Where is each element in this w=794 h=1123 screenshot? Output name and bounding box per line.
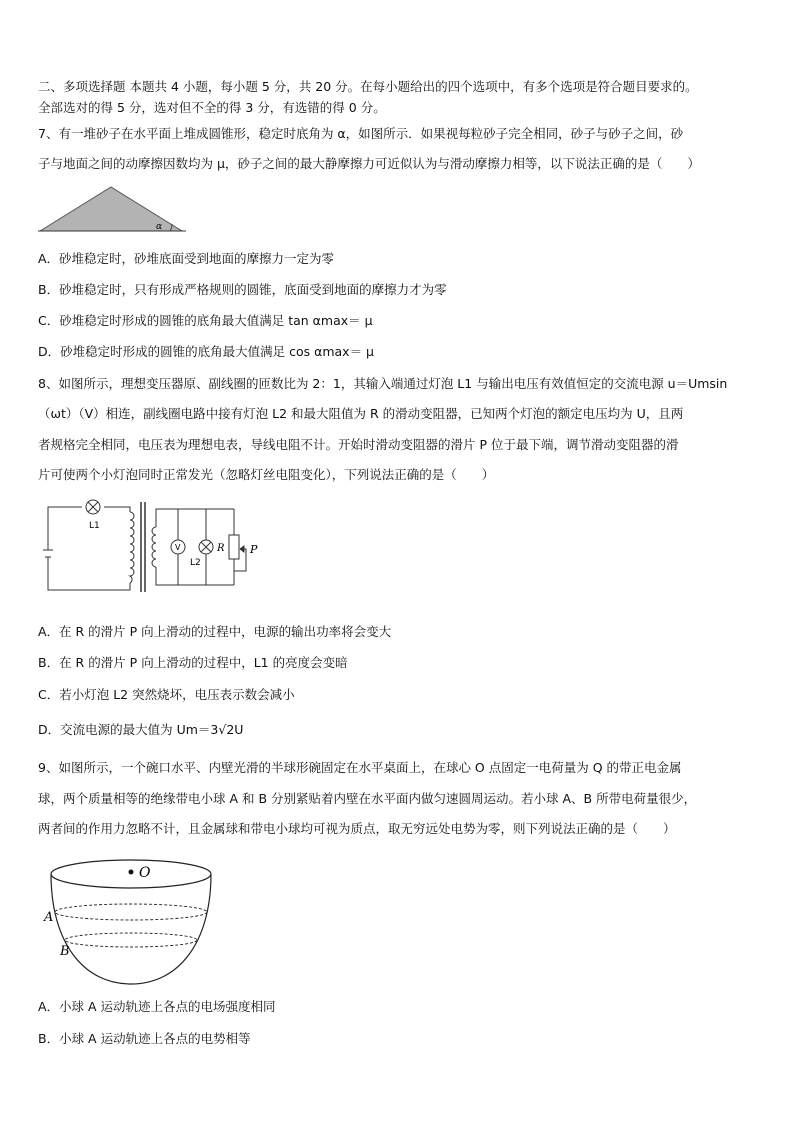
transformer-circuit-figure [38, 497, 278, 601]
q9-stem-line1: 9、如图所示，一个碗口水平、内壁光滑的半球形碗固定在水平桌面上，在球心 O 点固定一电荷量为 Q 的带正电金属 [38, 760, 682, 775]
angle-label: α [156, 222, 163, 232]
label-l2: L2 [190, 558, 201, 568]
orbit-b [65, 933, 197, 947]
q9-option-b: B．小球 A 运动轨迹上各点的电势相等 [38, 1031, 251, 1046]
q7-option-c: C．砂堆稳定时形成的圆锥的底角最大值满足 tan αmax＝ μ [38, 313, 373, 328]
q8-option-b: B．在 R 的滑片 P 向上滑动的过程中，L1 的亮度会变暗 [38, 655, 348, 670]
label-v: V [175, 543, 181, 552]
primary-coil [130, 512, 134, 583]
label-p: P [250, 543, 258, 556]
label-l1: L1 [89, 521, 100, 531]
label-b: B [60, 944, 70, 959]
q9-stem-line3: 两者间的作用力忽略不计，且金属球和带电小球均可视为质点，取无穷远处电势为零，则下列说法正确的是（ ） [38, 821, 676, 836]
q8-option-a: A．在 R 的滑片 P 向上滑动的过程中，电源的输出功率将会变大 [38, 624, 392, 639]
bowl-body [51, 874, 211, 984]
q7-option-d: D．砂堆稳定时形成的圆锥的底角最大值满足 cos αmax＝ μ [38, 344, 375, 359]
q7-option-b: B．砂堆稳定时，只有形成严格规则的圆锥，底面受到地面的摩擦力才为零 [38, 282, 447, 297]
label-o: O [139, 865, 151, 881]
label-a: A [44, 910, 54, 925]
sand-cone-figure [38, 182, 188, 236]
q8-stem-line1: 8、如图所示，理想变压器原、副线圈的匝数比为 2：1，其输入端通过灯泡 L1 与输出电压有效值恒定的交流电源 u＝Umsin [38, 376, 728, 391]
center-charge-icon [129, 870, 134, 875]
section-header-line1: 二、多项选择题 本题共 4 小题，每小题 5 分，共 20 分。在每小题给出的四个选项中，有多个选项是符合题目要求的。 [38, 79, 698, 94]
q9-stem-line2: 球，两个质量相等的绝缘带电小球 A 和 B 分别紧贴着内壁在水平面内做匀速圆周运动。若小球 A、B 所带电荷量很少， [38, 791, 697, 806]
q8-option-d: D．交流电源的最大值为 Um＝3√2U [38, 722, 244, 737]
q8-stem-line3: 者规格完全相同，电压表为理想电表，导线电阻不计。开始时滑动变阻器的滑片 P 位于最下端，调节滑动变阻器的滑 [38, 437, 679, 452]
q7-stem-line1: 7、有一堆砂子在水平面上堆成圆锥形，稳定时底角为 α，如图所示．如果视每粒砂子完全相同，砂子与砂子之间，砂 [38, 126, 684, 141]
q8-option-c: C．若小灯泡 L2 突然烧坏，电压表示数会减小 [38, 687, 295, 702]
secondary-coil [152, 527, 156, 567]
rheostat-icon [229, 535, 239, 559]
orbit-a [55, 904, 207, 920]
section-header-line2: 全部选对的得 5 分，选对但不全的得 3 分，有选错的得 0 分。 [38, 100, 386, 115]
q7-option-a: A．砂堆稳定时，砂堆底面受到地面的摩擦力一定为零 [38, 251, 335, 266]
q7-stem-line2: 子与地面之间的动摩擦因数均为 μ，砂子之间的最大静摩擦力可近似认为与滑动摩擦力相等，以下说法正确的是（ ） [38, 156, 700, 171]
label-r: R [217, 543, 225, 554]
q8-stem-line4: 片可使两个小灯泡同时正常发光（忽略灯丝电阻变化），下列说法正确的是（ ） [38, 467, 495, 482]
q8-stem-line2: （ωt）（V）相连，副线圈电路中接有灯泡 L2 和最大阻值为 R 的滑动变阻器，已知两个灯泡的额定电压均为 U，且两 [38, 406, 684, 421]
q9-option-a: A．小球 A 运动轨迹上各点的电场强度相同 [38, 999, 276, 1014]
hemispherical-bowl-figure [38, 852, 218, 992]
